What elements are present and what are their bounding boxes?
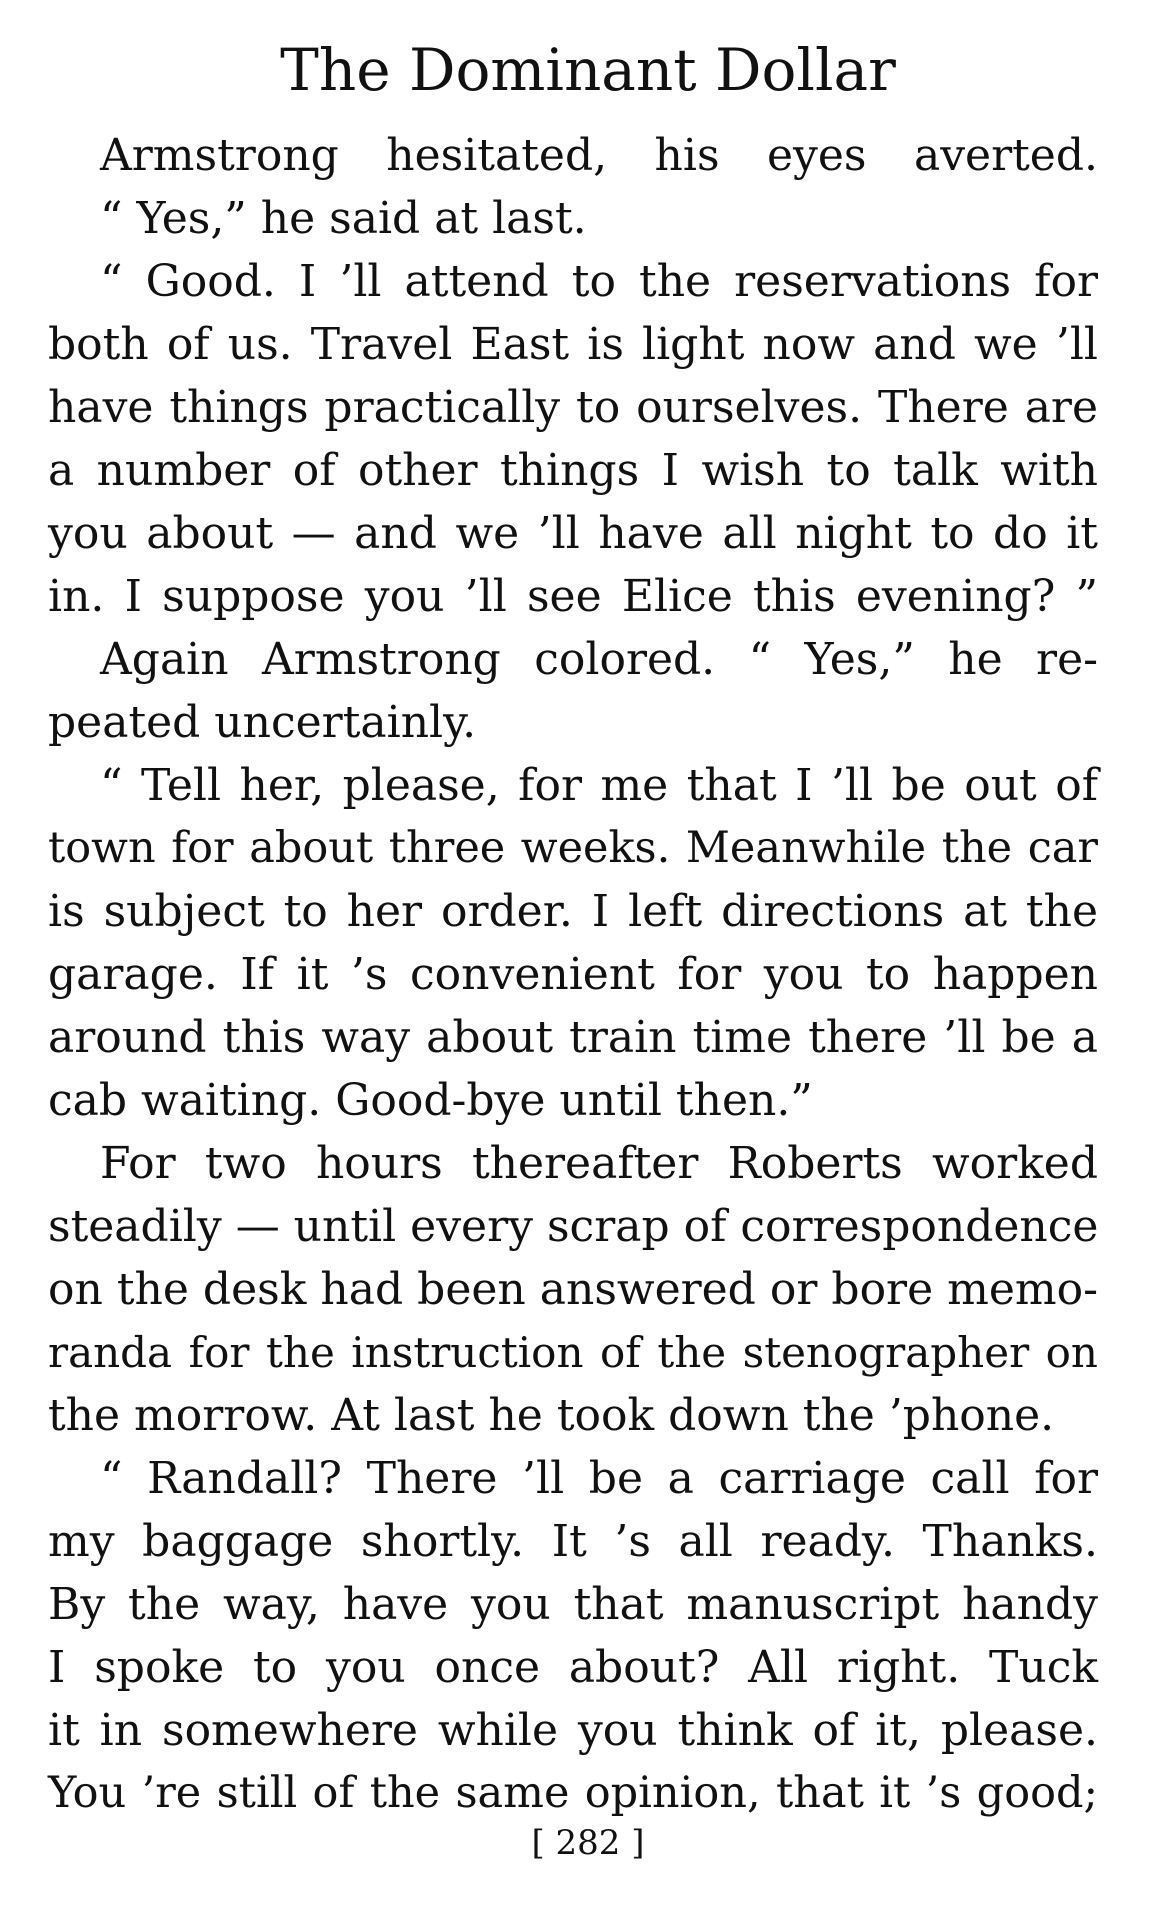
text-line: around this way about train time there ’ll be a xyxy=(48,1012,1098,1063)
text-line: have things practically to ourselves. There are xyxy=(48,382,1098,433)
text-line: you about — and we ’ll have all night to do it xyxy=(48,508,1098,559)
text-line: town for about three weeks. Meanwhile the car xyxy=(48,823,1098,873)
text-line: both of us. Travel East is light now and we ’ll xyxy=(48,319,1098,370)
text-line: “ Good. I ’ll attend to the reservations for xyxy=(100,256,1098,307)
text-line: it in somewhere while you think of it, please. xyxy=(48,1705,1098,1756)
text-line: Again Armstrong colored. “ Yes,” he re- xyxy=(100,634,1098,685)
body-text xyxy=(48,124,1098,1825)
text-line: randa for the instruction of the stenographer on xyxy=(48,1328,1098,1377)
text-line: garage. If it ’s convenient for you to happen xyxy=(48,949,1098,1000)
text-line: in. I suppose you ’ll see Elice this evening? ” xyxy=(48,571,1098,622)
text-line: on the desk had been answered or bore memo- xyxy=(48,1264,1098,1315)
text-line: my baggage shortly. It ’s all ready. Thanks. xyxy=(48,1516,1098,1567)
text-line: Armstrong hesitated, his eyes averted. xyxy=(100,130,1098,181)
text-line: I spoke to you once about? All right. Tuck xyxy=(48,1642,1098,1693)
text-line: a number of other things I wish to talk with xyxy=(48,445,1098,496)
text-line: By the way, have you that manuscript handy xyxy=(48,1579,1098,1630)
text-line: is subject to her order. I left directions at the xyxy=(48,886,1098,937)
running-title: The Dominant Dollar xyxy=(280,36,896,104)
page-number: [ 282 ] xyxy=(531,1823,645,1863)
text-line: You ’re still of the same opinion, that it ’s good; xyxy=(48,1768,1098,1818)
text-line: For two hours thereafter Roberts worked xyxy=(100,1138,1098,1189)
text-line: the morrow. At last he took down the ’phone. xyxy=(48,1390,1055,1441)
text-line: peated uncertainly. xyxy=(48,697,477,748)
text-line: “ Randall? There ’ll be a carriage call for xyxy=(100,1453,1098,1504)
text-line: “ Yes,” he said at last. xyxy=(100,193,587,244)
text-line: cab waiting. Good-bye until then.” xyxy=(48,1075,813,1126)
text-line: “ Tell her, please, for me that I ’ll be out of xyxy=(100,760,1098,811)
text-line: steadily — until every scrap of correspondence xyxy=(48,1201,1099,1252)
